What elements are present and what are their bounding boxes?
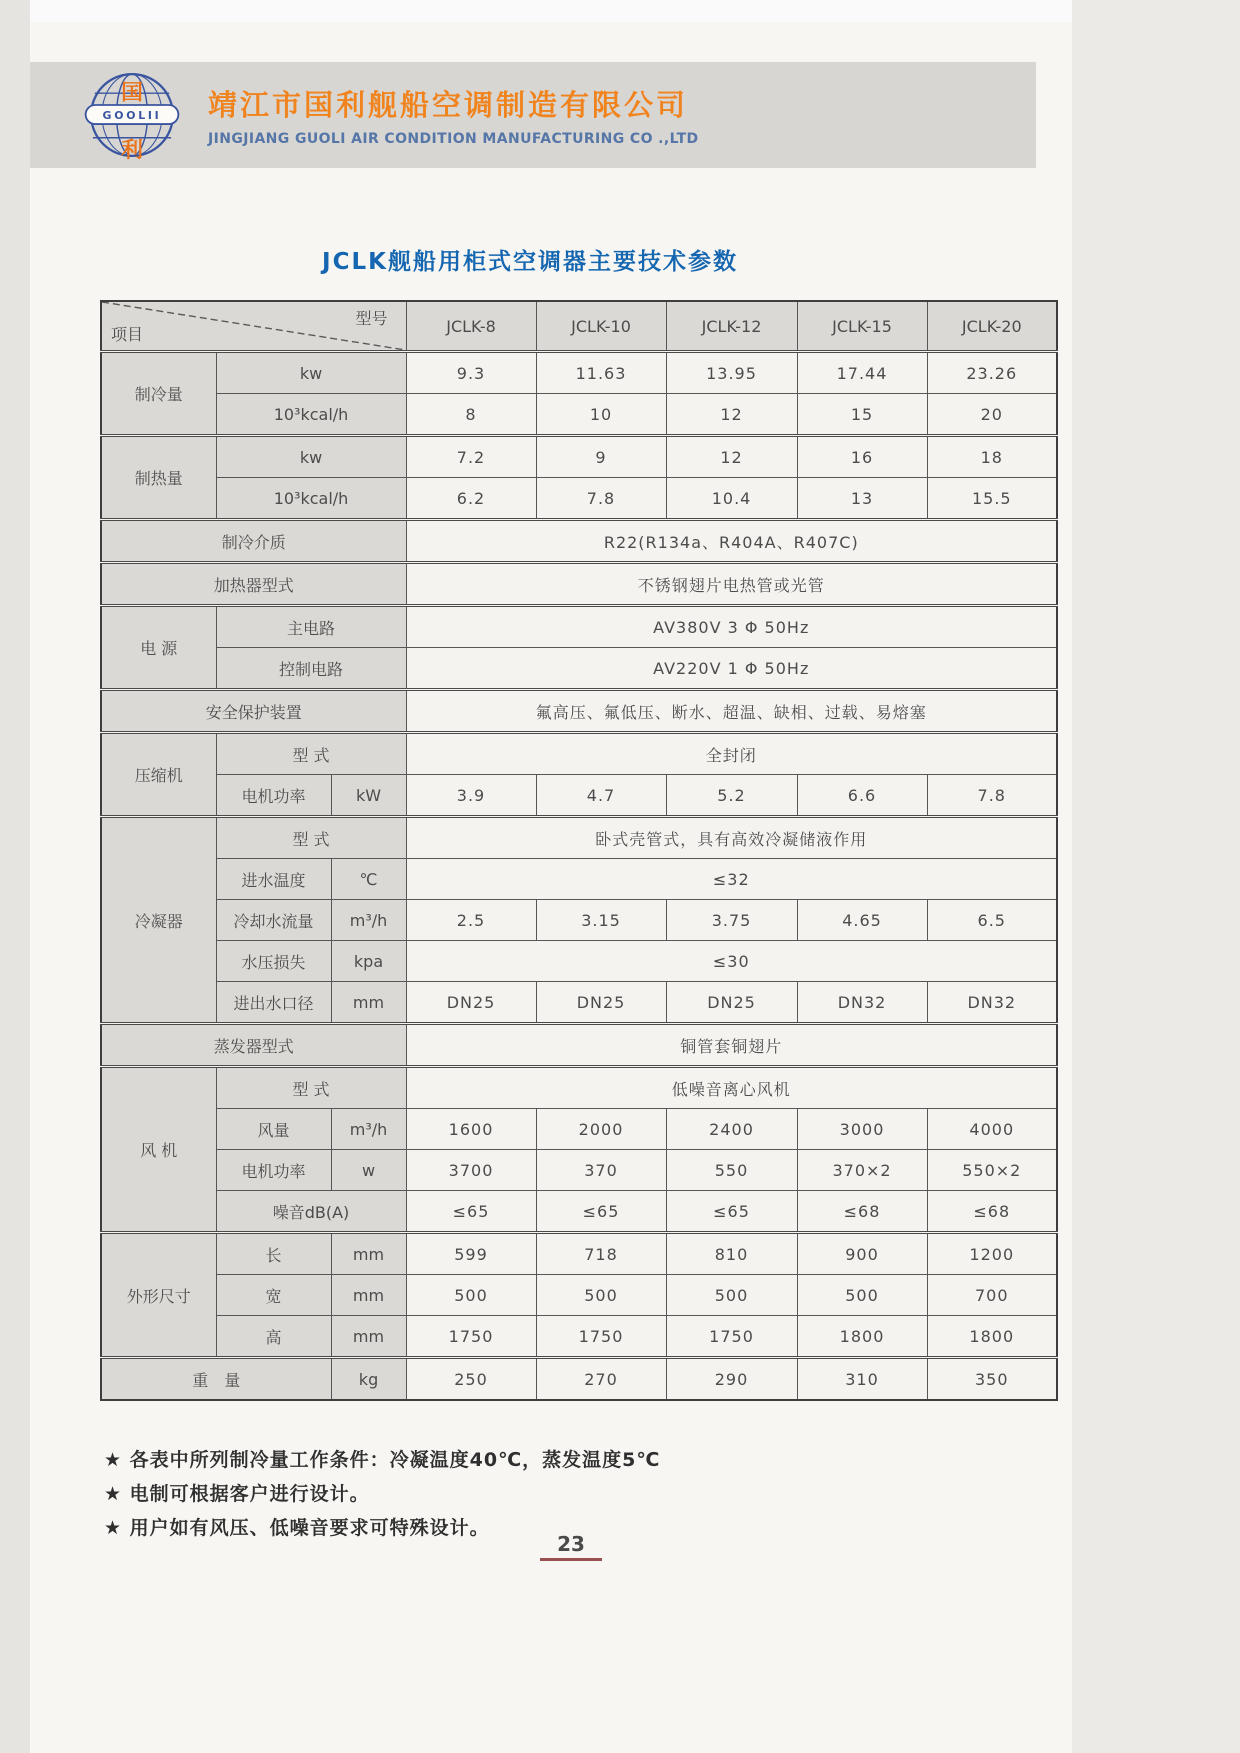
pressure-loss-value: ≤30 — [406, 941, 1057, 982]
compressor-motor-value: 7.8 — [927, 775, 1057, 817]
unit-pressure-loss: kpa — [331, 941, 406, 982]
compressor-motor-value: 6.6 — [797, 775, 927, 817]
fan-motor-value: 550 — [666, 1150, 797, 1191]
right-margin — [1072, 0, 1240, 1753]
width-value: 500 — [406, 1275, 536, 1316]
pipe-diameter-value: DN32 — [797, 982, 927, 1024]
water-flow-value: 4.65 — [797, 900, 927, 941]
cooling-kw-value: 11.63 — [536, 352, 666, 394]
spec-table — [100, 300, 1058, 1401]
cooling-kcal-value: 10 — [536, 394, 666, 436]
row-label-compressor-motor: 电机功率 — [216, 775, 331, 817]
water-flow-value: 6.5 — [927, 900, 1057, 941]
row-label-safety: 安全保护装置 — [101, 690, 406, 733]
heating-kcal-value: 10.4 — [666, 478, 797, 520]
width-value: 500 — [666, 1275, 797, 1316]
row-label-heating-kw: kw — [216, 436, 406, 478]
weight-value: 250 — [406, 1358, 536, 1401]
model-header: JCLK-15 — [797, 301, 927, 352]
row-label-weight: 重 量 — [101, 1358, 331, 1401]
length-value: 718 — [536, 1233, 666, 1275]
weight-value: 290 — [666, 1358, 797, 1401]
row-label-fan-motor: 电机功率 — [216, 1150, 331, 1191]
cooling-kcal-value: 8 — [406, 394, 536, 436]
group-label-fan: 风 机 — [101, 1067, 216, 1233]
group-label-dimensions: 外形尺寸 — [101, 1233, 216, 1358]
width-value: 700 — [927, 1275, 1057, 1316]
footnote: ★ 电制可根据客户进行设计。 — [104, 1483, 370, 1505]
row-label-heating-kcal: 10³kcal/h — [216, 478, 406, 520]
corner-header-cell — [101, 301, 406, 352]
control-circuit-value: AV220V 1 Φ 50Hz — [406, 648, 1057, 690]
logo-banner-text: GOOLII — [102, 109, 162, 123]
page-title: JCLK舰船用柜式空调器主要技术参数 — [322, 249, 738, 275]
row-label-height: 高 — [216, 1316, 331, 1358]
fan-motor-value: 370 — [536, 1150, 666, 1191]
inlet-temp-value: ≤32 — [406, 859, 1057, 900]
heating-kw-value: 9 — [536, 436, 666, 478]
noise-value: ≤65 — [406, 1191, 536, 1233]
fan-motor-value: 370×2 — [797, 1150, 927, 1191]
model-header: JCLK-10 — [536, 301, 666, 352]
heater-type-value: 不锈钢翅片电热管或光管 — [406, 563, 1057, 606]
fan-motor-value: 3700 — [406, 1150, 536, 1191]
unit-pipe-diameter: mm — [331, 982, 406, 1024]
weight-value: 350 — [927, 1358, 1057, 1401]
water-flow-value: 3.75 — [666, 900, 797, 941]
group-label-compressor: 压缩机 — [101, 733, 216, 817]
cooling-kcal-value: 15 — [797, 394, 927, 436]
fan-motor-value: 550×2 — [927, 1150, 1057, 1191]
model-header: JCLK-20 — [927, 301, 1057, 352]
airflow-value: 2400 — [666, 1109, 797, 1150]
weight-value: 270 — [536, 1358, 666, 1401]
noise-value: ≤65 — [536, 1191, 666, 1233]
pipe-diameter-value: DN25 — [406, 982, 536, 1024]
model-header: JCLK-12 — [666, 301, 797, 352]
condenser-type-value: 卧式壳管式，具有高效冷凝储液作用 — [406, 817, 1057, 859]
corner-label-model: 型号 — [355, 309, 388, 328]
refrigerant-value: R22(R134a、R404A、R407C) — [406, 520, 1057, 563]
company-name-cn: 靖江市国利舰船空调制造有限公司 — [208, 88, 689, 122]
group-label-power: 电 源 — [101, 606, 216, 690]
row-label-heater-type: 加热器型式 — [101, 563, 406, 606]
logo-top-char: 国 — [121, 80, 143, 106]
row-label-inlet-temp: 进水温度 — [216, 859, 331, 900]
row-label-noise: 噪音dB(A) — [216, 1191, 406, 1233]
row-label-main-circuit: 主电路 — [216, 606, 406, 648]
compressor-motor-value: 4.7 — [536, 775, 666, 817]
row-label-length: 长 — [216, 1233, 331, 1275]
evaporator-value: 铜管套铜翅片 — [406, 1024, 1057, 1067]
row-label-pipe-diameter: 进出水口径 — [216, 982, 331, 1024]
compressor-motor-value: 5.2 — [666, 775, 797, 817]
company-globe-logo-icon — [84, 65, 180, 165]
unit-length: mm — [331, 1233, 406, 1275]
unit-inlet-temp: ℃ — [331, 859, 406, 900]
footnote: ★ 各表中所列制冷量工作条件：冷凝温度40℃，蒸发温度5℃ — [104, 1449, 661, 1471]
row-label-cooling-kcal: 10³kcal/h — [216, 394, 406, 436]
airflow-value: 1600 — [406, 1109, 536, 1150]
height-value: 1750 — [406, 1316, 536, 1358]
model-header: JCLK-8 — [406, 301, 536, 352]
length-value: 599 — [406, 1233, 536, 1275]
corner-label-item: 项目 — [111, 325, 144, 344]
row-label-water-flow: 冷却水流量 — [216, 900, 331, 941]
safety-value: 氟高压、氟低压、断水、超温、缺相、过载、易熔塞 — [406, 690, 1057, 733]
height-value: 1800 — [797, 1316, 927, 1358]
row-label-compressor-type: 型 式 — [216, 733, 406, 775]
heating-kcal-value: 13 — [797, 478, 927, 520]
airflow-value: 3000 — [797, 1109, 927, 1150]
company-names — [208, 83, 699, 147]
cooling-kw-value: 13.95 — [666, 352, 797, 394]
pipe-diameter-value: DN32 — [927, 982, 1057, 1024]
logo-bottom-char: 利 — [121, 137, 143, 163]
heating-kw-value: 18 — [927, 436, 1057, 478]
cooling-kcal-value: 12 — [666, 394, 797, 436]
unit-fan-motor: w — [331, 1150, 406, 1191]
weight-value: 310 — [797, 1358, 927, 1401]
company-header — [30, 62, 1036, 168]
page-number: 23 — [540, 1532, 602, 1561]
heating-kw-value: 12 — [666, 436, 797, 478]
unit-width: mm — [331, 1275, 406, 1316]
top-margin — [0, 0, 1240, 22]
water-flow-value: 3.15 — [536, 900, 666, 941]
row-label-control-circuit: 控制电路 — [216, 648, 406, 690]
cooling-kcal-value: 20 — [927, 394, 1057, 436]
cooling-kw-value: 23.26 — [927, 352, 1057, 394]
width-value: 500 — [536, 1275, 666, 1316]
noise-value: ≤68 — [797, 1191, 927, 1233]
compressor-type-value: 全封闭 — [406, 733, 1057, 775]
row-label-fan-type: 型 式 — [216, 1067, 406, 1109]
row-label-width: 宽 — [216, 1275, 331, 1316]
airflow-value: 4000 — [927, 1109, 1057, 1150]
row-label-airflow: 风量 — [216, 1109, 331, 1150]
row-label-cooling-kw: kw — [216, 352, 406, 394]
width-value: 500 — [797, 1275, 927, 1316]
noise-value: ≤68 — [927, 1191, 1057, 1233]
cooling-kw-value: 9.3 — [406, 352, 536, 394]
company-name-en: JINGJIANG GUOLI AIR CONDITION MANUFACTURING CO .,LTD — [208, 131, 699, 147]
footnote: ★ 用户如有风压、低噪音要求可特殊设计。 — [104, 1517, 490, 1539]
height-value: 1750 — [536, 1316, 666, 1358]
pipe-diameter-value: DN25 — [666, 982, 797, 1024]
height-value: 1800 — [927, 1316, 1057, 1358]
row-label-refrigerant: 制冷介质 — [101, 520, 406, 563]
group-label-condenser: 冷凝器 — [101, 817, 216, 1024]
length-value: 1200 — [927, 1233, 1057, 1275]
length-value: 900 — [797, 1233, 927, 1275]
cooling-kw-value: 17.44 — [797, 352, 927, 394]
height-value: 1750 — [666, 1316, 797, 1358]
noise-value: ≤65 — [666, 1191, 797, 1233]
heating-kcal-value: 6.2 — [406, 478, 536, 520]
airflow-value: 2000 — [536, 1109, 666, 1150]
heating-kcal-value: 15.5 — [927, 478, 1057, 520]
unit-weight: kg — [331, 1358, 406, 1401]
pipe-diameter-value: DN25 — [536, 982, 666, 1024]
unit-airflow: m³/h — [331, 1109, 406, 1150]
group-label-cooling: 制冷量 — [101, 352, 216, 436]
row-label-condenser-type: 型 式 — [216, 817, 406, 859]
unit-water-flow: m³/h — [331, 900, 406, 941]
heating-kw-value: 7.2 — [406, 436, 536, 478]
main-circuit-value: AV380V 3 Φ 50Hz — [406, 606, 1057, 648]
water-flow-value: 2.5 — [406, 900, 536, 941]
unit-compressor-motor: kW — [331, 775, 406, 817]
fan-type-value: 低噪音离心风机 — [406, 1067, 1057, 1109]
group-label-heating: 制热量 — [101, 436, 216, 520]
compressor-motor-value: 3.9 — [406, 775, 536, 817]
footnotes — [104, 1443, 660, 1545]
heating-kw-value: 16 — [797, 436, 927, 478]
row-label-evaporator: 蒸发器型式 — [101, 1024, 406, 1067]
heating-kcal-value: 7.8 — [536, 478, 666, 520]
length-value: 810 — [666, 1233, 797, 1275]
unit-height: mm — [331, 1316, 406, 1358]
row-label-pressure-loss: 水压损失 — [216, 941, 331, 982]
left-margin — [0, 0, 30, 1753]
